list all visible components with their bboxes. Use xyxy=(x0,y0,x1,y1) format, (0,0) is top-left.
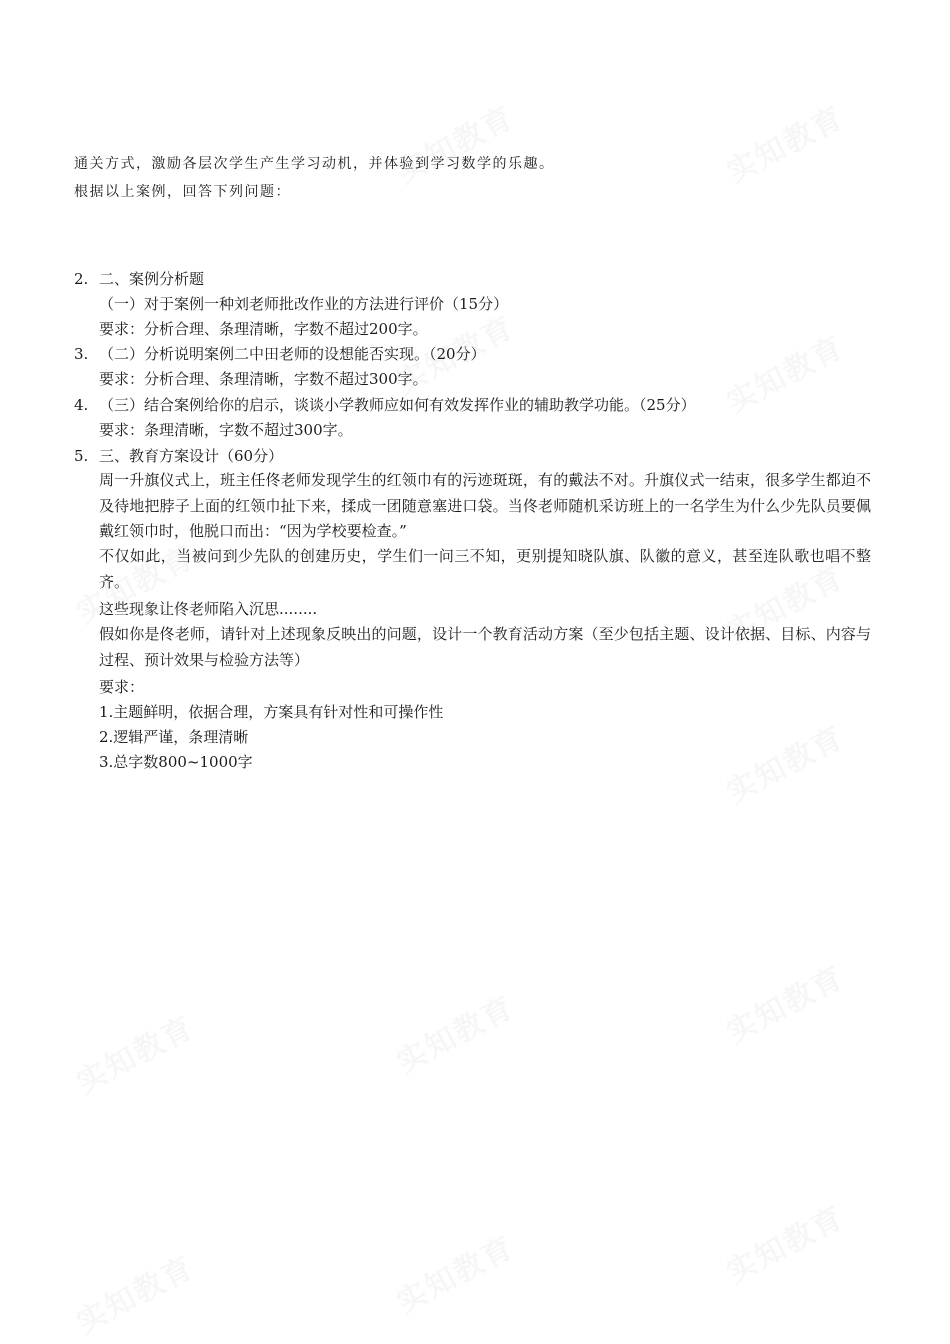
watermark xyxy=(717,953,851,1052)
watermark xyxy=(387,93,521,192)
requirement-text: 要求：分析合理、条理清晰，字数不超过200字。 xyxy=(99,320,428,338)
requirement-text: 要求：条理清晰，字数不超过300字。 xyxy=(99,421,353,439)
list-number: 2. xyxy=(74,270,89,288)
watermark xyxy=(717,1193,851,1292)
section-heading: 二、案例分析题 xyxy=(99,270,205,288)
list-number: 3. xyxy=(74,345,89,363)
watermark xyxy=(387,1223,521,1322)
watermark xyxy=(67,1003,201,1102)
watermark xyxy=(717,323,851,422)
requirement-item: 2.逻辑严谨，条理清晰 xyxy=(99,728,249,746)
task-paragraph: 假如你是佟老师，请针对上述现象反映出的问题，设计一个教育活动方案（至少包括主题、设计依据、目标、内容与过程、预计效果与检验方法等） xyxy=(99,625,871,669)
section-heading: 三、教育方案设计（60分） xyxy=(99,447,284,465)
watermark xyxy=(387,983,521,1082)
list-number: 4. xyxy=(74,396,89,414)
case-paragraph: 不仅如此，当被问到少先队的创建历史，学生们一问三不知，更别提知晓队旗、队徽的意义，甚至连队歌也唱不整齐。 xyxy=(99,547,871,591)
list-number: 5. xyxy=(74,447,89,465)
intro-line: 根据以上案例，回答下列问题： xyxy=(74,184,291,200)
question-text: （三）结合案例给你的启示，谈谈小学教师应如何有效发挥作业的辅助教学功能。（25分） xyxy=(99,396,696,414)
question-text: （一）对于案例一种刘老师批改作业的方法进行评价（15分） xyxy=(99,295,509,313)
case-paragraph: 周一升旗仪式上，班主任佟老师发现学生的红领巾有的污迹斑斑，有的戴法不对。升旗仪式一结束，很多学生都迫不及待地把脖子上面的红领巾扯下来，揉成一团随意塞进口袋。当佟老师随机采访班上的一名学生为什么少先队员要佩戴红领巾时，他脱口而出：“因为学校要检查。” xyxy=(99,471,871,540)
question-text: （二）分析说明案例二中田老师的设想能否实现。（20分） xyxy=(99,345,486,363)
requirement-text: 要求：分析合理、条理清晰，字数不超过300字。 xyxy=(99,370,428,388)
watermark xyxy=(717,93,851,192)
watermark xyxy=(717,713,851,812)
requirement-item: 3.总字数800~1000字 xyxy=(99,753,253,771)
watermark xyxy=(67,1243,201,1342)
requirement-item: 1.主题鲜明，依据合理，方案具有针对性和可操作性 xyxy=(99,703,444,721)
case-paragraph: 这些现象让佟老师陷入沉思........ xyxy=(99,600,318,618)
intro-line: 通关方式，激励各层次学生产生学习动机，并体验到学习数学的乐趣。 xyxy=(74,156,555,172)
requirement-label: 要求： xyxy=(99,678,145,696)
